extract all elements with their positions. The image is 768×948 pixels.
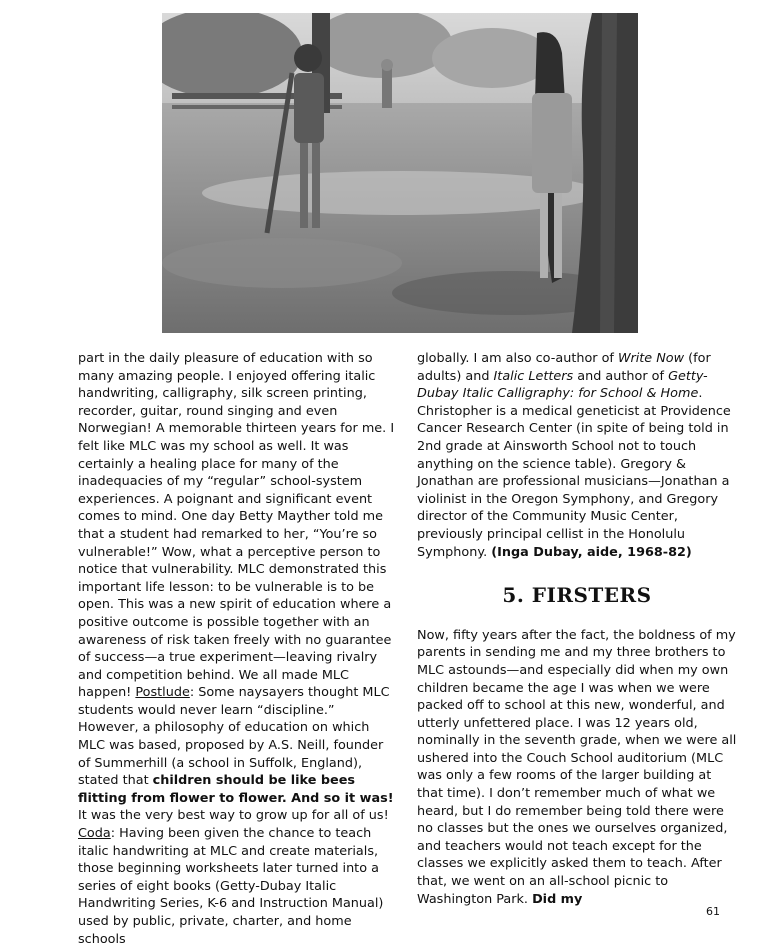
- body-text: (for adults) and: [417, 351, 711, 384]
- body-text: Now, fifty years after the fact, the boldness of my parents in sending me and my three brothers to MLC astounds—and especially did when my own children became the age I was when we were packed off to school at this new, wonderful, and utterly unfettered place. I was 12 years old, nominally in the seventh grade, when we were all ushered into the Couch School auditorium (MLC was only a few rooms of the larger building at that time). I don’t remember much of what we heard, but I do remember being told there were no classes but the ones we ourselves organized, and teachers would not teach except for the classes we explicitly asked them to teach. After that, we went on an all-school picnic to Washington Park.: [417, 627, 737, 907]
- body-text: and author of: [573, 368, 669, 384]
- body-text: : Having been given the chance to teach italic handwriting at MLC and create materials, those beginning worksheets later turned into a series of eight books (Getty-Dubay Italic Handwriting Series, K-6 and Instruction Manual) used by public, private, charter, and home schools: [78, 826, 384, 947]
- postlude-label: Postlude: [135, 685, 190, 701]
- author-attribution: (Inga Dubay, aide, 1968-82): [491, 544, 692, 560]
- page-number: 61: [706, 905, 720, 918]
- body-text: It was the very best way to grow up for all of us!: [78, 808, 389, 824]
- body-text: : Some naysayers thought MLC students would never learn “discipline.” However, a philosophy of education on which MLC was based, proposed by A.S. Neill, founder of Summerhill (a school in Suffolk, England), stated that: [78, 685, 390, 789]
- section-heading: 5. FIRSTERS: [502, 583, 652, 608]
- book-title: Getty-Dubay Italic Calligraphy: for School & Home: [417, 368, 708, 402]
- bold-text: Did my: [532, 891, 583, 907]
- bold-quote: children should be like bees flitting from flower to flower. And so it was!: [78, 773, 394, 806]
- body-text: . Christopher is a medical geneticist at Providence Cancer Research Center (in spite of being told in 2nd grade at Ainsworth School not to touch anything on the science table). Gregory & Jonathan are professional musicians—Jonathan a violinist in the Oregon Symphony, and Gregory director of the Community Music Center, previously principal cellist in the Honolulu Symphony.: [417, 386, 731, 560]
- coda-label: Coda: [78, 826, 111, 842]
- body-text: globally. I am also co-author of: [417, 351, 619, 366]
- firsters-paragraph: [417, 627, 737, 909]
- book-title: Italic Letters: [493, 368, 574, 384]
- body-text: part in the daily pleasure of education with so many amazing people. I enjoyed offering italic handwriting, calligraphy, silk screen printing, recorder, guitar, round singing and even Norwegian! A memorable thirteen years for me. I felt like MLC was my school as well. It was certainly a healing place for many of the inadequacies of my “regular” school-system experiences. A poignant and significant event comes to mind. One day Betty Mayther told me that a student had remarked to her, “You’re so vulnerable!” Wow, what a perceptive person to notice that vulnerability. MLC demonstrated this important life lesson: to be vulnerable is to be open. This was a new spirit of education where a positive outcome is possible together with an awareness of risk taken freely with no guarantee of success—a true experiment—leaving rivalry and competition behind. We all made MLC happen!: [78, 351, 395, 701]
- left-column-text: [78, 350, 396, 948]
- right-column: [417, 350, 737, 908]
- right-column-intro: [417, 350, 737, 561]
- left-column: [78, 350, 396, 948]
- park-photograph: [162, 13, 638, 333]
- book-title: Write Now: [618, 351, 685, 366]
